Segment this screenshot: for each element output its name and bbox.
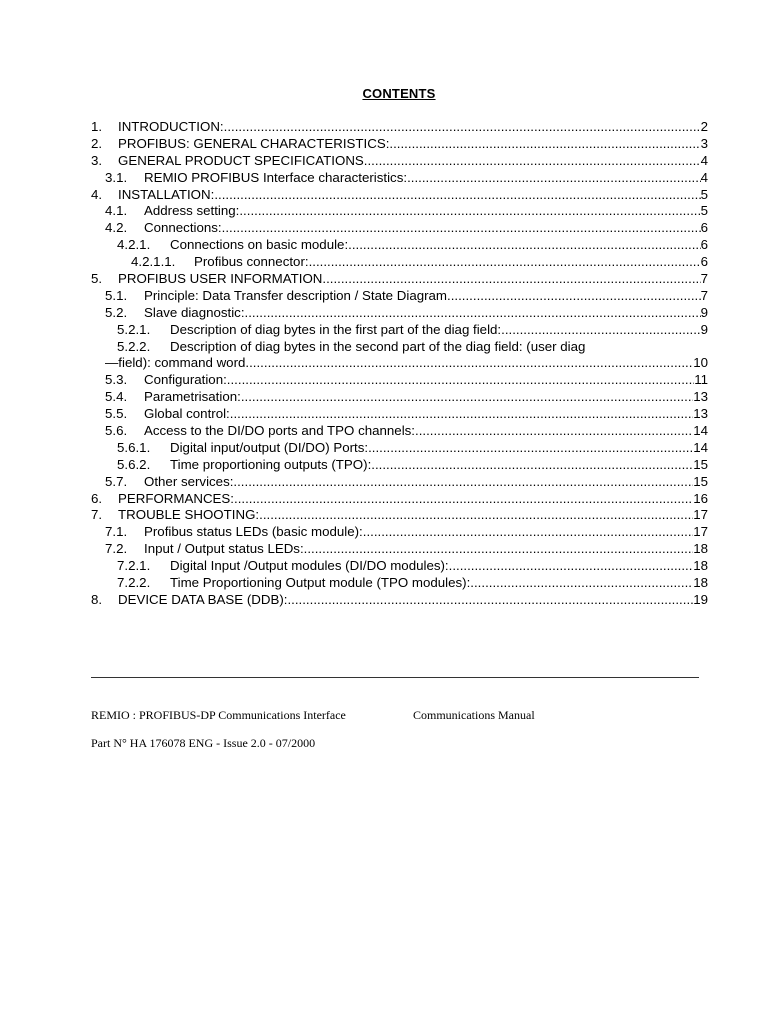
toc-entry-text: PERFORMANCES: [118, 490, 234, 506]
toc-entry-number: 5.2.1. [117, 321, 151, 337]
toc-entry-text: Configuration: [144, 372, 227, 388]
toc-entry-page: 14 [693, 439, 708, 455]
toc-entry[interactable] [91, 271, 708, 288]
toc-entry-number: 7. [91, 507, 103, 523]
toc-leader-dots [304, 541, 694, 558]
toc-entry-number: 2. [91, 135, 103, 151]
toc-entry[interactable] [91, 423, 708, 440]
toc-entry[interactable] [91, 507, 708, 524]
toc-entry-text: Digital Input /Output modules (DI/DO modules): [170, 558, 449, 574]
toc-entry[interactable] [91, 136, 708, 153]
toc-entry-page: 14 [693, 423, 708, 439]
toc-entry-text: Digital input/output (DI/DO) Ports: [170, 439, 369, 455]
toc-entry-number: 7.2.1. [117, 558, 151, 574]
toc-entry[interactable] [91, 187, 708, 204]
toc-entry-number: 3.1. [105, 169, 128, 185]
footer-document-title: REMIO : PROFIBUS-DP Communications Interface [91, 708, 346, 722]
toc-entry-page: 18 [693, 558, 708, 574]
toc-entry-text: INTRODUCTION: [118, 119, 224, 134]
toc-entry[interactable] [91, 220, 708, 237]
toc-entry-page: 4 [700, 152, 708, 168]
toc-entry[interactable] [91, 491, 708, 508]
toc-entry-text: PROFIBUS: GENERAL CHARACTERISTICS: [118, 135, 390, 151]
toc-entry[interactable] [91, 305, 708, 322]
toc-entry[interactable] [91, 406, 708, 423]
toc-leader-dots [214, 187, 700, 204]
toc-entry[interactable] [91, 575, 708, 592]
toc-entry-number: 4.2.1. [117, 237, 151, 253]
toc-entry-number: 5.1. [105, 287, 128, 303]
toc-leader-dots [322, 271, 700, 288]
toc-entry[interactable] [91, 372, 708, 389]
toc-entry-text: INSTALLATION: [118, 186, 215, 202]
toc-entry[interactable] [91, 558, 708, 575]
toc-entry-page: 18 [693, 541, 708, 557]
toc-entry-text: GENERAL PRODUCT SPECIFICATIONS. [118, 152, 368, 168]
toc-entry-text: Principle: Data Transfer description / State Diagram [144, 287, 448, 303]
toc-entry-page: 5 [700, 186, 708, 202]
toc-entry-text: TROUBLE SHOOTING: [118, 507, 260, 523]
footer-rule [91, 677, 699, 678]
toc-entry[interactable] [91, 440, 708, 457]
toc-entry-text: Profibus status LEDs (basic module): [144, 524, 363, 540]
toc-entry[interactable] [91, 524, 708, 541]
toc-entry[interactable] [91, 457, 708, 474]
toc-entry[interactable] [91, 170, 708, 187]
toc-entry[interactable] [91, 237, 708, 254]
toc-leader-dots [287, 592, 693, 609]
toc-entry-number: 5.5. [105, 406, 128, 422]
toc-entry-text: —field): command word [105, 355, 246, 371]
toc-entry-number: 5.6. [105, 423, 128, 439]
toc-leader-dots [230, 406, 693, 423]
toc-entry-number: 5.3. [105, 372, 128, 388]
toc-entry-text: Connections: [144, 220, 222, 236]
toc-entry-page: 5 [700, 203, 708, 219]
toc-entry-text: Input / Output status LEDs: [144, 541, 304, 557]
toc-entry-text: DEVICE DATA BASE (DDB): [118, 591, 288, 607]
toc-entry-page: 6 [700, 237, 708, 253]
toc-entry[interactable] [91, 339, 708, 356]
toc-leader-dots [348, 237, 700, 254]
toc-leader-dots [501, 322, 700, 339]
table-of-contents [91, 119, 708, 609]
toc-entry-number: 4.2. [105, 220, 128, 236]
toc-leader-dots [407, 170, 701, 187]
toc-leader-dots [222, 220, 701, 237]
toc-entry[interactable] [91, 153, 708, 170]
toc-leader-dots [234, 491, 693, 508]
footer-part-number: Part N° HA 176078 ENG - Issue 2.0 - 07/2000 [91, 736, 316, 750]
toc-entry[interactable] [91, 389, 708, 406]
toc-leader-dots [233, 474, 693, 491]
toc-entry-page: 15 [693, 456, 708, 472]
toc-entry-page: 9 [700, 321, 708, 337]
toc-entry-page: 18 [693, 575, 708, 591]
toc-entry-page: 2 [700, 119, 708, 134]
toc-entry-page: 7 [700, 287, 708, 303]
toc-leader-dots [447, 288, 701, 305]
toc-entry-text: Description of diag bytes in the second part of the diag field: (user diag [170, 338, 586, 354]
toc-entry-text: Access to the DI/DO ports and TPO channels: [144, 423, 415, 439]
toc-entry-text: Other services: [144, 473, 234, 489]
toc-leader-dots [371, 457, 693, 474]
toc-entry[interactable] [91, 592, 708, 609]
toc-entry-text: Slave diagnostic: [144, 304, 245, 320]
toc-entry[interactable] [91, 254, 708, 271]
toc-entry-text: Parametrisation: [144, 389, 241, 405]
toc-entry-text: Connections on basic module: [170, 237, 349, 253]
toc-entry-number: 5.6.2. [117, 456, 151, 472]
toc-leader-dots [449, 558, 694, 575]
toc-entry-page: 13 [693, 389, 708, 405]
toc-leader-dots [363, 524, 693, 541]
toc-leader-dots [227, 372, 694, 389]
toc-entry-page: 9 [700, 304, 708, 320]
toc-leader-dots [224, 119, 701, 136]
toc-leader-dots [415, 423, 693, 440]
toc-entry-page: 15 [693, 473, 708, 489]
toc-entry-page: 6 [700, 254, 708, 270]
toc-entry-page: 16 [693, 490, 708, 506]
toc-entry-number: 8. [91, 591, 103, 607]
toc-entry[interactable] [91, 322, 708, 339]
toc-leader-dots [368, 440, 693, 457]
toc-entry-number: 5.6.1. [117, 439, 151, 455]
toc-entry-number: 4. [91, 186, 103, 202]
toc-entry-page: 17 [693, 524, 708, 540]
toc-entry-page: 6 [700, 220, 708, 236]
toc-entry-page: 4 [700, 169, 708, 185]
toc-leader-dots [259, 507, 693, 524]
toc-entry-number: 7.2. [105, 541, 128, 557]
toc-entry[interactable] [91, 474, 708, 491]
toc-entry-page: 11 [694, 372, 708, 388]
toc-entry[interactable] [91, 203, 708, 220]
toc-entry-text: Time Proportioning Output module (TPO modules): [170, 575, 471, 591]
toc-entry-page: 13 [693, 406, 708, 422]
toc-leader-dots [367, 153, 700, 170]
toc-entry-number: 5.7. [105, 473, 128, 489]
toc-entry-number: 6. [91, 490, 103, 506]
toc-entry-number: 5.2.2. [117, 338, 151, 354]
toc-entry-text: Profibus connector: [194, 254, 309, 270]
toc-entry-page: 7 [700, 271, 708, 287]
toc-leader-dots [239, 203, 700, 220]
toc-entry-number: 4.1. [105, 203, 128, 219]
toc-leader-dots [245, 355, 693, 372]
toc-entry-number: 3. [91, 152, 103, 168]
toc-leader-dots [470, 575, 693, 592]
toc-entry-number: 7.1. [105, 524, 128, 540]
toc-entry-text: Address setting: [144, 203, 240, 219]
toc-entry-number: 1. [91, 119, 103, 134]
footer-document-line [91, 708, 535, 723]
toc-entry-text: PROFIBUS USER INFORMATION [118, 271, 323, 287]
toc-leader-dots [389, 136, 700, 153]
toc-entry[interactable] [91, 541, 708, 558]
toc-entry[interactable] [91, 119, 708, 136]
toc-leader-dots [309, 254, 701, 271]
toc-entry-page: 19 [693, 591, 708, 607]
toc-entry-number: 5. [91, 271, 103, 287]
toc-entry-number: 4.2.1.1. [131, 254, 176, 270]
toc-entry-page: 17 [693, 507, 708, 523]
toc-entry-text: Time proportioning outputs (TPO): [170, 456, 372, 472]
toc-entry[interactable] [91, 355, 708, 372]
toc-entry-text: REMIO PROFIBUS Interface characteristics: [144, 169, 408, 185]
toc-leader-dots [245, 305, 701, 322]
toc-entry-number: 7.2.2. [117, 575, 151, 591]
contents-title: CONTENTS [362, 86, 436, 101]
toc-entry-number: 5.4. [105, 389, 128, 405]
toc-entry-page: 10 [693, 355, 708, 371]
toc-entry[interactable] [91, 288, 708, 305]
toc-leader-dots [241, 389, 693, 406]
toc-entry-text: Global control: [144, 406, 230, 422]
toc-entry-page: 3 [700, 135, 708, 151]
footer-manual-title: Communications Manual [413, 708, 535, 722]
toc-entry-text: Description of diag bytes in the first part of the diag field: [170, 321, 502, 337]
toc-entry-number: 5.2. [105, 304, 128, 320]
